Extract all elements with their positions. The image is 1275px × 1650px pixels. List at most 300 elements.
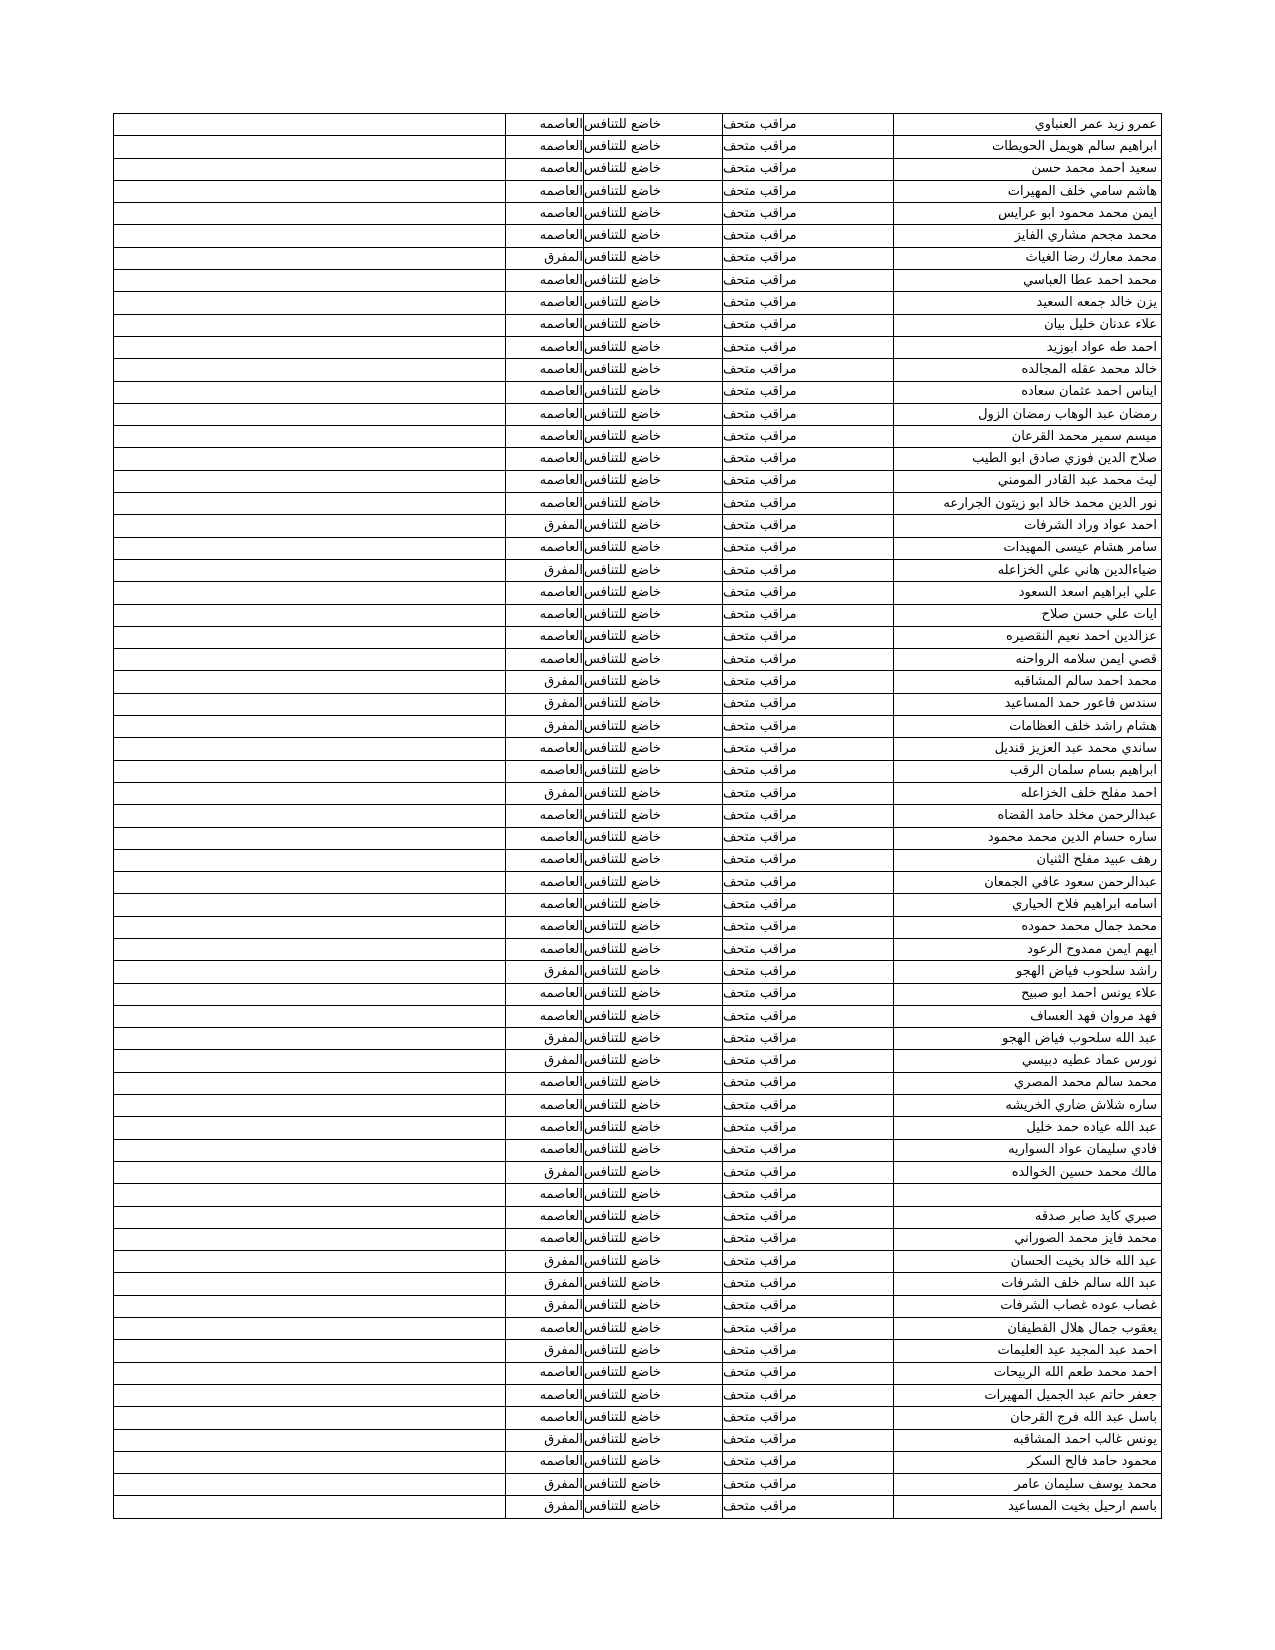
status-cell: خاضع للتنافس bbox=[584, 938, 723, 960]
status-cell: خاضع للتنافس bbox=[584, 1451, 723, 1473]
status-cell: خاضع للتنافس bbox=[584, 1474, 723, 1496]
status-cell: خاضع للتنافس bbox=[584, 1251, 723, 1273]
status-cell: خاضع للتنافس bbox=[584, 849, 723, 871]
status-cell: خاضع للتنافس bbox=[584, 1028, 723, 1050]
role-cell: مراقب متحف bbox=[723, 649, 894, 671]
status-cell: خاضع للتنافس bbox=[584, 1362, 723, 1384]
name-cell: جعفر حاتم عبد الجميل المهيرات bbox=[894, 1384, 1162, 1406]
status-cell: خاضع للتنافس bbox=[584, 716, 723, 738]
name-cell: رهف عبيد مفلح الثنيان bbox=[894, 849, 1162, 871]
role-cell: مراقب متحف bbox=[723, 1340, 894, 1362]
status-cell: خاضع للتنافس bbox=[584, 1295, 723, 1317]
table-row bbox=[114, 1161, 1162, 1183]
table-row bbox=[114, 872, 1162, 894]
status-cell: خاضع للتنافس bbox=[584, 158, 723, 180]
role-cell: مراقب متحف bbox=[723, 782, 894, 804]
region-cell: المفرق bbox=[506, 1474, 584, 1496]
role-cell: مراقب متحف bbox=[723, 849, 894, 871]
name-cell: ايات علي حسن صلاح bbox=[894, 604, 1162, 626]
role-cell: مراقب متحف bbox=[723, 938, 894, 960]
region-cell: العاصمه bbox=[506, 1005, 584, 1027]
name-cell: ساندي محمد عبد العزيز قنديل bbox=[894, 738, 1162, 760]
status-cell: خاضع للتنافس bbox=[584, 1139, 723, 1161]
role-cell: مراقب متحف bbox=[723, 961, 894, 983]
empty-cell bbox=[114, 1050, 506, 1072]
name-cell: احمد عبد المجيد عيد العليمات bbox=[894, 1340, 1162, 1362]
name-cell: هشام راشد خلف العظامات bbox=[894, 716, 1162, 738]
empty-cell bbox=[114, 136, 506, 158]
table-row bbox=[114, 1273, 1162, 1295]
role-cell: مراقب متحف bbox=[723, 827, 894, 849]
status-cell: خاضع للتنافس bbox=[584, 203, 723, 225]
empty-cell bbox=[114, 1362, 506, 1384]
status-cell: خاضع للتنافس bbox=[584, 1206, 723, 1228]
empty-cell bbox=[114, 448, 506, 470]
empty-cell bbox=[114, 515, 506, 537]
status-cell: خاضع للتنافس bbox=[584, 247, 723, 269]
table-row bbox=[114, 247, 1162, 269]
name-cell: ايهم ايمن ممدوح الرعود bbox=[894, 938, 1162, 960]
empty-cell bbox=[114, 1028, 506, 1050]
region-cell: العاصمه bbox=[506, 1318, 584, 1340]
table-row bbox=[114, 1072, 1162, 1094]
empty-cell bbox=[114, 1072, 506, 1094]
empty-cell bbox=[114, 1295, 506, 1317]
name-cell: عزالدين احمد نعيم النقصيره bbox=[894, 626, 1162, 648]
status-cell: خاضع للتنافس bbox=[584, 1318, 723, 1340]
name-cell: صبري كايد صابر صدقه bbox=[894, 1206, 1162, 1228]
empty-cell bbox=[114, 693, 506, 715]
region-cell: المفرق bbox=[506, 1340, 584, 1362]
empty-cell bbox=[114, 604, 506, 626]
empty-cell bbox=[114, 849, 506, 871]
region-cell: العاصمه bbox=[506, 270, 584, 292]
status-cell: خاضع للتنافس bbox=[584, 1117, 723, 1139]
name-cell: فادي سليمان عواد السواريه bbox=[894, 1139, 1162, 1161]
empty-cell bbox=[114, 582, 506, 604]
name-cell: محمد فايز محمد الصوراني bbox=[894, 1228, 1162, 1250]
name-cell bbox=[894, 1184, 1162, 1206]
name-cell: يعقوب جمال هلال القطيفان bbox=[894, 1318, 1162, 1340]
empty-cell bbox=[114, 894, 506, 916]
empty-cell bbox=[114, 649, 506, 671]
table-row bbox=[114, 760, 1162, 782]
empty-cell bbox=[114, 1384, 506, 1406]
status-cell: خاضع للتنافس bbox=[584, 381, 723, 403]
name-cell: محمد معارك رضا الغياث bbox=[894, 247, 1162, 269]
status-cell: خاضع للتنافس bbox=[584, 314, 723, 336]
region-cell: العاصمه bbox=[506, 1206, 584, 1228]
name-cell: علي ابراهيم اسعد السعود bbox=[894, 582, 1162, 604]
status-cell: خاضع للتنافس bbox=[584, 136, 723, 158]
name-cell: ساره حسام الدين محمد محمود bbox=[894, 827, 1162, 849]
role-cell: مراقب متحف bbox=[723, 470, 894, 492]
name-cell: باسل عبد الله فرج القرحان bbox=[894, 1407, 1162, 1429]
role-cell: مراقب متحف bbox=[723, 916, 894, 938]
region-cell: العاصمه bbox=[506, 136, 584, 158]
name-cell: فهد مروان فهد العساف bbox=[894, 1005, 1162, 1027]
region-cell: العاصمه bbox=[506, 872, 584, 894]
region-cell: العاصمه bbox=[506, 649, 584, 671]
empty-cell bbox=[114, 180, 506, 202]
name-cell: عبد الله خالد بخيت الحسان bbox=[894, 1251, 1162, 1273]
role-cell: مراقب متحف bbox=[723, 1117, 894, 1139]
table-row bbox=[114, 961, 1162, 983]
empty-cell bbox=[114, 114, 506, 136]
table-row bbox=[114, 1228, 1162, 1250]
empty-cell bbox=[114, 626, 506, 648]
name-cell: محمد جمال محمد حموده bbox=[894, 916, 1162, 938]
status-cell: خاضع للتنافس bbox=[584, 983, 723, 1005]
empty-cell bbox=[114, 938, 506, 960]
table-row bbox=[114, 426, 1162, 448]
status-cell: خاضع للتنافس bbox=[584, 292, 723, 314]
empty-cell bbox=[114, 1340, 506, 1362]
role-cell: مراقب متحف bbox=[723, 805, 894, 827]
empty-cell bbox=[114, 1273, 506, 1295]
table-row bbox=[114, 537, 1162, 559]
region-cell: المفرق bbox=[506, 1251, 584, 1273]
candidates-table-body bbox=[114, 114, 1162, 1519]
status-cell: خاضع للتنافس bbox=[584, 693, 723, 715]
empty-cell bbox=[114, 1451, 506, 1473]
status-cell: خاضع للتنافس bbox=[584, 1161, 723, 1183]
name-cell: نورس عماد عطيه دبيسي bbox=[894, 1050, 1162, 1072]
region-cell: العاصمه bbox=[506, 1117, 584, 1139]
region-cell: المفرق bbox=[506, 1429, 584, 1451]
table-row bbox=[114, 292, 1162, 314]
table-row bbox=[114, 1028, 1162, 1050]
name-cell: علاء عدنان خليل بيان bbox=[894, 314, 1162, 336]
table-row bbox=[114, 359, 1162, 381]
name-cell: احمد عواد وراد الشرفات bbox=[894, 515, 1162, 537]
region-cell: العاصمه bbox=[506, 1228, 584, 1250]
role-cell: مراقب متحف bbox=[723, 1184, 894, 1206]
empty-cell bbox=[114, 805, 506, 827]
table-row bbox=[114, 1384, 1162, 1406]
role-cell: مراقب متحف bbox=[723, 1318, 894, 1340]
empty-cell bbox=[114, 470, 506, 492]
region-cell: العاصمه bbox=[506, 938, 584, 960]
table-row bbox=[114, 1206, 1162, 1228]
role-cell: مراقب متحف bbox=[723, 203, 894, 225]
table-row bbox=[114, 559, 1162, 581]
status-cell: خاضع للتنافس bbox=[584, 827, 723, 849]
status-cell: خاضع للتنافس bbox=[584, 872, 723, 894]
status-cell: خاضع للتنافس bbox=[584, 894, 723, 916]
table-row bbox=[114, 1050, 1162, 1072]
table-row bbox=[114, 1251, 1162, 1273]
region-cell: العاصمه bbox=[506, 582, 584, 604]
status-cell: خاضع للتنافس bbox=[584, 114, 723, 136]
status-cell: خاضع للتنافس bbox=[584, 1184, 723, 1206]
role-cell: مراقب متحف bbox=[723, 270, 894, 292]
empty-cell bbox=[114, 1318, 506, 1340]
region-cell: العاصمه bbox=[506, 292, 584, 314]
region-cell: العاصمه bbox=[506, 1407, 584, 1429]
table-row bbox=[114, 1184, 1162, 1206]
table-row bbox=[114, 738, 1162, 760]
table-row bbox=[114, 1340, 1162, 1362]
empty-cell bbox=[114, 671, 506, 693]
empty-cell bbox=[114, 1474, 506, 1496]
region-cell: العاصمه bbox=[506, 1384, 584, 1406]
table-row bbox=[114, 270, 1162, 292]
empty-cell bbox=[114, 426, 506, 448]
empty-cell bbox=[114, 537, 506, 559]
role-cell: مراقب متحف bbox=[723, 158, 894, 180]
table-row bbox=[114, 470, 1162, 492]
role-cell: مراقب متحف bbox=[723, 894, 894, 916]
role-cell: مراقب متحف bbox=[723, 336, 894, 358]
region-cell: العاصمه bbox=[506, 158, 584, 180]
role-cell: مراقب متحف bbox=[723, 1474, 894, 1496]
status-cell: خاضع للتنافس bbox=[584, 1340, 723, 1362]
role-cell: مراقب متحف bbox=[723, 1228, 894, 1250]
role-cell: مراقب متحف bbox=[723, 448, 894, 470]
name-cell: محمد يوسف سليمان عامر bbox=[894, 1474, 1162, 1496]
role-cell: مراقب متحف bbox=[723, 1295, 894, 1317]
status-cell: خاضع للتنافس bbox=[584, 1429, 723, 1451]
empty-cell bbox=[114, 916, 506, 938]
name-cell: ليث محمد عبد القادر المومني bbox=[894, 470, 1162, 492]
table-row bbox=[114, 916, 1162, 938]
region-cell: العاصمه bbox=[506, 314, 584, 336]
name-cell: قصي ايمن سلامه الرواحنه bbox=[894, 649, 1162, 671]
name-cell: غصاب عوده غصاب الشرفات bbox=[894, 1295, 1162, 1317]
name-cell: احمد مفلح خلف الخزاعله bbox=[894, 782, 1162, 804]
empty-cell bbox=[114, 493, 506, 515]
status-cell: خاضع للتنافس bbox=[584, 1095, 723, 1117]
name-cell: محمود حامد فالح السكر bbox=[894, 1451, 1162, 1473]
empty-cell bbox=[114, 1139, 506, 1161]
name-cell: ابراهيم سالم هويمل الحويطات bbox=[894, 136, 1162, 158]
region-cell: العاصمه bbox=[506, 604, 584, 626]
status-cell: خاضع للتنافس bbox=[584, 1005, 723, 1027]
empty-cell bbox=[114, 1095, 506, 1117]
name-cell: مالك محمد حسين الخوالده bbox=[894, 1161, 1162, 1183]
table-row bbox=[114, 1318, 1162, 1340]
role-cell: مراقب متحف bbox=[723, 1407, 894, 1429]
empty-cell bbox=[114, 716, 506, 738]
region-cell: العاصمه bbox=[506, 225, 584, 247]
role-cell: مراقب متحف bbox=[723, 493, 894, 515]
name-cell: عمرو زيد عمر العنباوي bbox=[894, 114, 1162, 136]
region-cell: العاصمه bbox=[506, 1095, 584, 1117]
role-cell: مراقب متحف bbox=[723, 671, 894, 693]
table-row bbox=[114, 1362, 1162, 1384]
empty-cell bbox=[114, 1496, 506, 1518]
name-cell: نور الدين محمد خالد ابو زيتون الجرارعه bbox=[894, 493, 1162, 515]
status-cell: خاضع للتنافس bbox=[584, 359, 723, 381]
region-cell: العاصمه bbox=[506, 827, 584, 849]
region-cell: العاصمه bbox=[506, 403, 584, 425]
region-cell: العاصمه bbox=[506, 381, 584, 403]
name-cell: اسامه ابراهيم فلاح الحياري bbox=[894, 894, 1162, 916]
role-cell: مراقب متحف bbox=[723, 515, 894, 537]
status-cell: خاضع للتنافس bbox=[584, 626, 723, 648]
name-cell: محمد احمد عطا العباسي bbox=[894, 270, 1162, 292]
table-row bbox=[114, 671, 1162, 693]
name-cell: ابراهيم بسام سلمان الرقب bbox=[894, 760, 1162, 782]
region-cell: العاصمه bbox=[506, 760, 584, 782]
region-cell: العاصمه bbox=[506, 1451, 584, 1473]
region-cell: العاصمه bbox=[506, 1139, 584, 1161]
empty-cell bbox=[114, 1161, 506, 1183]
region-cell: المفرق bbox=[506, 671, 584, 693]
table-row bbox=[114, 1474, 1162, 1496]
status-cell: خاضع للتنافس bbox=[584, 270, 723, 292]
region-cell: العاصمه bbox=[506, 894, 584, 916]
role-cell: مراقب متحف bbox=[723, 1005, 894, 1027]
status-cell: خاضع للتنافس bbox=[584, 426, 723, 448]
region-cell: العاصمه bbox=[506, 626, 584, 648]
table-row bbox=[114, 1139, 1162, 1161]
role-cell: مراقب متحف bbox=[723, 403, 894, 425]
name-cell: يونس غالب احمد المشاقبه bbox=[894, 1429, 1162, 1451]
status-cell: خاضع للتنافس bbox=[584, 1273, 723, 1295]
table-row bbox=[114, 136, 1162, 158]
name-cell: عبدالرحمن سعود عافي الجمعان bbox=[894, 872, 1162, 894]
table-row bbox=[114, 1407, 1162, 1429]
empty-cell bbox=[114, 292, 506, 314]
table-row bbox=[114, 1429, 1162, 1451]
status-cell: خاضع للتنافس bbox=[584, 470, 723, 492]
empty-cell bbox=[114, 1206, 506, 1228]
empty-cell bbox=[114, 158, 506, 180]
role-cell: مراقب متحف bbox=[723, 1362, 894, 1384]
name-cell: محمد مجحم مشاري الفايز bbox=[894, 225, 1162, 247]
empty-cell bbox=[114, 782, 506, 804]
region-cell: المفرق bbox=[506, 693, 584, 715]
role-cell: مراقب متحف bbox=[723, 136, 894, 158]
role-cell: مراقب متحف bbox=[723, 1028, 894, 1050]
empty-cell bbox=[114, 359, 506, 381]
name-cell: خالد محمد عقله المجالده bbox=[894, 359, 1162, 381]
table-row bbox=[114, 716, 1162, 738]
table-row bbox=[114, 180, 1162, 202]
empty-cell bbox=[114, 247, 506, 269]
name-cell: ميسم سمير محمد القرعان bbox=[894, 426, 1162, 448]
empty-cell bbox=[114, 314, 506, 336]
status-cell: خاضع للتنافس bbox=[584, 1228, 723, 1250]
table-row bbox=[114, 381, 1162, 403]
empty-cell bbox=[114, 1228, 506, 1250]
role-cell: مراقب متحف bbox=[723, 1139, 894, 1161]
status-cell: خاضع للتنافس bbox=[584, 805, 723, 827]
role-cell: مراقب متحف bbox=[723, 1072, 894, 1094]
name-cell: عبدالرحمن مخلد حامد القضاه bbox=[894, 805, 1162, 827]
region-cell: المفرق bbox=[506, 1295, 584, 1317]
region-cell: المفرق bbox=[506, 782, 584, 804]
table-row bbox=[114, 1496, 1162, 1518]
table-row bbox=[114, 894, 1162, 916]
region-cell: المفرق bbox=[506, 515, 584, 537]
status-cell: خاضع للتنافس bbox=[584, 1072, 723, 1094]
name-cell: يزن خالد جمعه السعيد bbox=[894, 292, 1162, 314]
name-cell: هاشم سامي خلف المهيرات bbox=[894, 180, 1162, 202]
name-cell: احمد طه عواد ابوزيد bbox=[894, 336, 1162, 358]
empty-cell bbox=[114, 961, 506, 983]
name-cell: سامر هشام عيسى المهيدات bbox=[894, 537, 1162, 559]
region-cell: العاصمه bbox=[506, 916, 584, 938]
empty-cell bbox=[114, 203, 506, 225]
role-cell: مراقب متحف bbox=[723, 1496, 894, 1518]
table-row bbox=[114, 1117, 1162, 1139]
name-cell: عبد الله عياده حمد خليل bbox=[894, 1117, 1162, 1139]
status-cell: خاضع للتنافس bbox=[584, 649, 723, 671]
status-cell: خاضع للتنافس bbox=[584, 782, 723, 804]
table-row bbox=[114, 782, 1162, 804]
region-cell: المفرق bbox=[506, 961, 584, 983]
empty-cell bbox=[114, 983, 506, 1005]
region-cell: المفرق bbox=[506, 1028, 584, 1050]
region-cell: العاصمه bbox=[506, 114, 584, 136]
candidates-table bbox=[113, 113, 1162, 1519]
region-cell: المفرق bbox=[506, 1161, 584, 1183]
status-cell: خاضع للتنافس bbox=[584, 225, 723, 247]
empty-cell bbox=[114, 760, 506, 782]
status-cell: خاضع للتنافس bbox=[584, 537, 723, 559]
status-cell: خاضع للتنافس bbox=[584, 493, 723, 515]
status-cell: خاضع للتنافس bbox=[584, 671, 723, 693]
table-row bbox=[114, 314, 1162, 336]
empty-cell bbox=[114, 1407, 506, 1429]
role-cell: مراقب متحف bbox=[723, 1095, 894, 1117]
name-cell: راشد سلحوب فياض الهجو bbox=[894, 961, 1162, 983]
name-cell: ايناس احمد عثمان سعاده bbox=[894, 381, 1162, 403]
name-cell: احمد محمد طعم الله الربيحات bbox=[894, 1362, 1162, 1384]
table-row bbox=[114, 604, 1162, 626]
empty-cell bbox=[114, 381, 506, 403]
region-cell: العاصمه bbox=[506, 180, 584, 202]
table-row bbox=[114, 403, 1162, 425]
empty-cell bbox=[114, 872, 506, 894]
region-cell: العاصمه bbox=[506, 426, 584, 448]
empty-cell bbox=[114, 225, 506, 247]
role-cell: مراقب متحف bbox=[723, 716, 894, 738]
table-row bbox=[114, 1295, 1162, 1317]
name-cell: علاء يونس احمد ابو صبيح bbox=[894, 983, 1162, 1005]
role-cell: مراقب متحف bbox=[723, 314, 894, 336]
name-cell: صلاح الدين فوزي صادق ابو الطيب bbox=[894, 448, 1162, 470]
name-cell: ساره شلاش ضاري الخريشه bbox=[894, 1095, 1162, 1117]
status-cell: خاضع للتنافس bbox=[584, 1384, 723, 1406]
status-cell: خاضع للتنافس bbox=[584, 559, 723, 581]
status-cell: خاضع للتنافس bbox=[584, 336, 723, 358]
name-cell: عبد الله سلحوب فياض الهجو bbox=[894, 1028, 1162, 1050]
role-cell: مراقب متحف bbox=[723, 582, 894, 604]
status-cell: خاضع للتنافس bbox=[584, 180, 723, 202]
region-cell: المفرق bbox=[506, 1050, 584, 1072]
table-row bbox=[114, 1451, 1162, 1473]
table-row bbox=[114, 1005, 1162, 1027]
table-row bbox=[114, 805, 1162, 827]
table-row bbox=[114, 336, 1162, 358]
empty-cell bbox=[114, 336, 506, 358]
role-cell: مراقب متحف bbox=[723, 1161, 894, 1183]
empty-cell bbox=[114, 559, 506, 581]
role-cell: مراقب متحف bbox=[723, 1251, 894, 1273]
table-row bbox=[114, 158, 1162, 180]
name-cell: سعيد احمد محمد حسن bbox=[894, 158, 1162, 180]
name-cell: ضياءالدين هاني علي الخزاعله bbox=[894, 559, 1162, 581]
status-cell: خاضع للتنافس bbox=[584, 515, 723, 537]
region-cell: العاصمه bbox=[506, 448, 584, 470]
region-cell: العاصمه bbox=[506, 493, 584, 515]
region-cell: العاصمه bbox=[506, 470, 584, 492]
name-cell: سندس فاعور حمد المساعيد bbox=[894, 693, 1162, 715]
